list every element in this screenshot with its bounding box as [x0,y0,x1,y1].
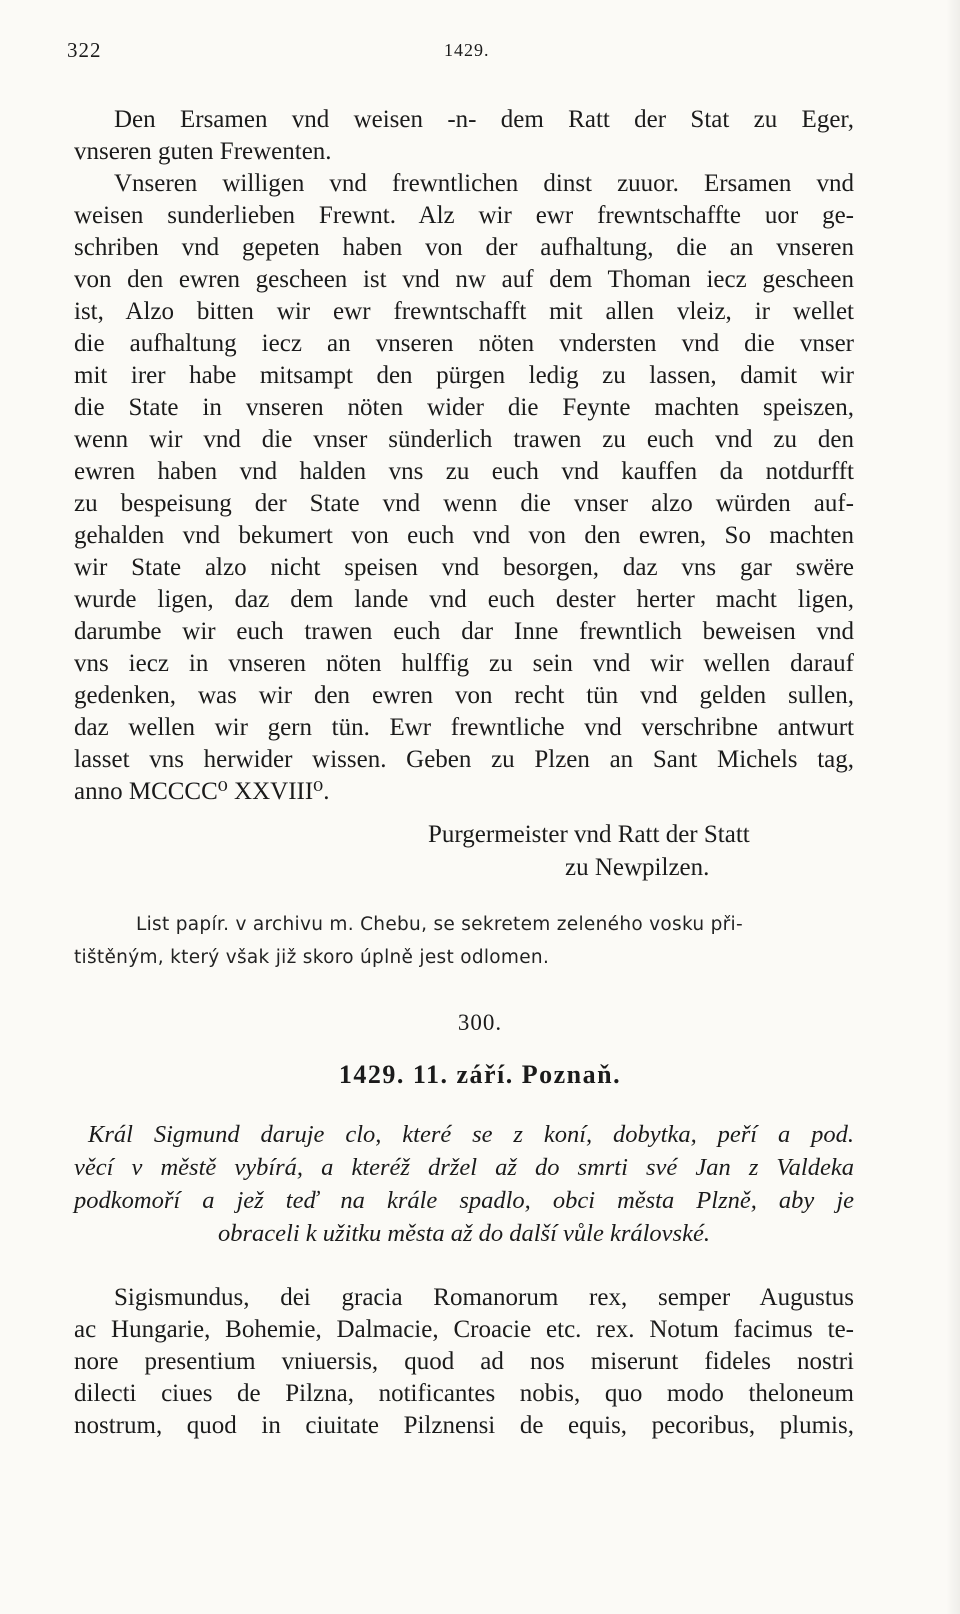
document-number: 300. [457,1010,503,1035]
archival-note-line: List papír. v archivu m. Chebu, se sekretem zeleného vosku při- [136,914,743,935]
signature-line: zu Newpilzen. [565,854,710,881]
letter-signature [428,818,858,884]
letter-line: wir State alzo nicht speisen vnd besorgen, daz vns gar swëre [74,554,854,581]
letter-line: darumbe wir euch trawen euch dar Inne frewntlich beweisen vnd [74,618,854,645]
latin-charter-text [74,1282,854,1442]
letter-line: schriben vnd gepeten haben von der aufhaltung, die an vnseren [74,234,854,261]
latin-line: ac Hungarie, Bohemie, Dalmacie, Croacie etc. rex. Notum facimus te- [74,1316,854,1343]
regest-line: věcí v městě vybírá, a kteréž držel až do smrti své Jan z Valdeka [74,1154,854,1181]
page-header [0,38,960,68]
running-head-year: 1429. [444,40,490,60]
regest-line: Král Sigmund daruje clo, které se z koní, dobytka, peří a pod. [88,1121,854,1148]
letter-line: die State in vnseren nöten wider die Feynte machten speiszen, [74,394,854,421]
letter-line: ist, Alzo bitten wir ewr frewntschafft mit allen vleiz, ir wellet [74,298,854,325]
letter-line: Den Ersamen vnd weisen -n- dem Ratt der Stat zu Eger, [114,106,854,133]
letter-line: wurde ligen, daz dem lande vnd euch dester herter macht ligen, [74,586,854,613]
letter-line: Vnseren willigen vnd frewntlichen dinst zuuor. Ersamen vnd [114,170,854,197]
archival-note-line: tištěným, který však již skoro úplně jest odlomen. [74,947,550,968]
latin-line: nostrum, quod in ciuitate Pilznensi de equis, pecoribus, plumis, [74,1412,854,1439]
letter-line: mit irer habe mitsampt den pürgen ledig zu lassen, damit wir [74,362,854,389]
scan-edge-shadow [946,0,960,1614]
letter-line: vns iecz in vnseren nöten hulffig zu sein vnd wir wellen darauf [74,650,854,677]
document-date-heading: 1429. 11. září. Poznaň. [338,1060,622,1089]
letter-line: anno MCCCC⁰ XXVIII⁰. [74,778,330,805]
letter-line: daz wellen wir gern tün. Ewr frewntliche vnd verschribne antwurt [74,714,854,741]
letter-line: weisen sunderlieben Frewnt. Alz wir ewr frewntschaffte uor ge- [74,202,854,229]
letter-line: wenn wir vnd die vnser sünderlich trawen zu euch vnd zu den [74,426,854,453]
letter-line: vnseren guten Frewenten. [74,138,332,165]
regest-line: podkomoří a jež teď na krále spadlo, obci města Plzně, aby je [74,1187,854,1214]
letter-line: zu bespeisung der State vnd wenn die vnser alzo würden auf- [74,490,854,517]
letter-line: gedenken, was wir den ewren von recht tün vnd gelden sullen, [74,682,854,709]
page-number: 322 [67,38,102,62]
letter-text [74,104,854,808]
signature-line: Purgermeister vnd Ratt der Statt [428,821,750,848]
archival-note [74,908,854,974]
latin-line: nore presentium vniuersis, quod ad nos miserunt fideles nostri [74,1348,854,1375]
letter-line: die aufhaltung iecz an vnseren nöten vndersten vnd die vnser [74,330,854,357]
letter-line: gehalden vnd bekumert von euch vnd von den ewren, So machten [74,522,854,549]
letter-line: lasset vns herwider wissen. Geben zu Plzen an Sant Michels tag, [74,746,854,773]
letter-line: ewren haben vnd halden vns zu euch vnd kauffen da notdurfft [74,458,854,485]
regest-line: obraceli k užitku města až do další vůle královské. [218,1220,710,1247]
latin-line: dilecti ciues de Pilzna, notificantes nobis, quo modo theloneum [74,1380,854,1407]
letter-line: von den ewren gescheen ist vnd nw auf dem Thoman iecz gescheen [74,266,854,293]
regest-summary [74,1118,854,1250]
latin-line: Sigismundus, dei gracia Romanorum rex, semper Augustus [114,1284,854,1311]
